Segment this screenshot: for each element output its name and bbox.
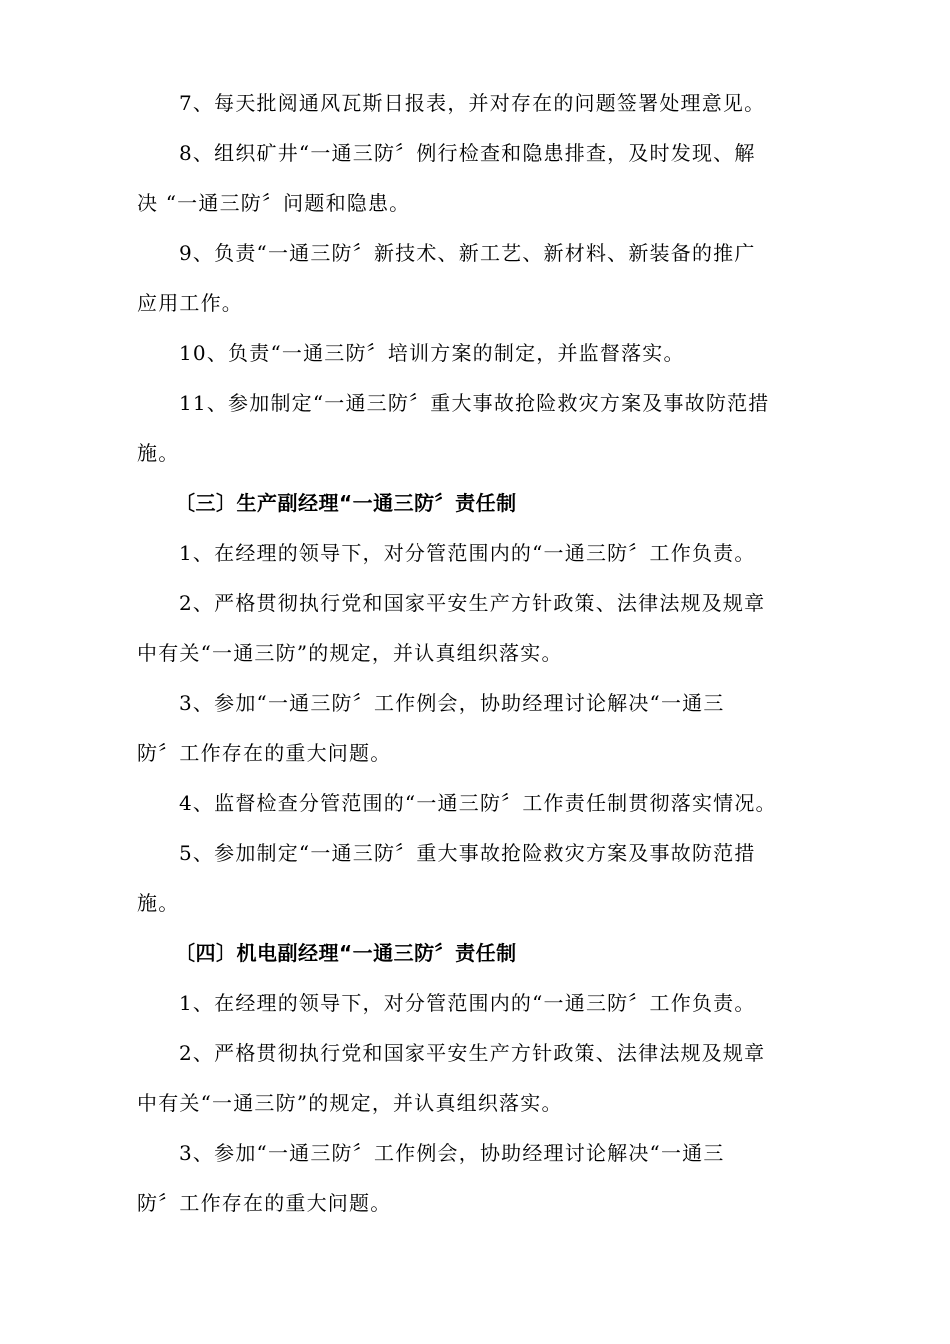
- paragraph-line: 3、参加“一通三防〞工作例会，协助经理讨论解决“一通三: [179, 1141, 725, 1165]
- document-body: [137, 78, 815, 1228]
- paragraph-line: 1、在经理的领导下，对分管范围内的“一通三防〞工作负责。: [179, 991, 756, 1015]
- paragraph-line: 5、参加制定“一通三防〞重大事故抢险救灾方案及事故防范措: [179, 841, 756, 865]
- paragraph-line: 3、参加“一通三防〞工作例会，协助经理讨论解决“一通三: [179, 691, 725, 715]
- paragraph-line: 防〞工作存在的重大问题。: [137, 741, 392, 765]
- paragraph-line: 施。: [137, 441, 180, 465]
- list-item: [137, 1128, 815, 1228]
- paragraph-line: 11、参加制定“一通三防〞重大事故抢险救灾方案及事故防范措: [179, 391, 770, 415]
- paragraph-line: 10、负责“一通三防〞培训方案的制定，并监督落实。: [179, 341, 685, 365]
- list-item-10: [137, 328, 815, 378]
- list-item-11: [137, 378, 815, 478]
- paragraph-line: 1、在经理的领导下，对分管范围内的“一通三防〞工作负责。: [179, 541, 756, 565]
- paragraph-line: 中有关“一通三防”的规定，并认真组织落实。: [137, 1091, 563, 1115]
- paragraph-line: 中有关“一通三防”的规定，并认真组织落实。: [137, 641, 563, 665]
- paragraph-line: 4、监督检查分管范围的“一通三防〞工作责任制贯彻落实情况。: [179, 791, 777, 815]
- paragraph-line: 2、严格贯彻执行党和国家平安生产方针政策、法律法规及规章: [179, 591, 766, 615]
- list-item-7: [137, 78, 815, 128]
- paragraph-line: 防〞工作存在的重大问题。: [137, 1191, 392, 1215]
- paragraph-line: 9、负责“一通三防〞新技术、新工艺、新材料、新装备的推广: [179, 241, 756, 265]
- section-heading-4: 〔四〕机电副经理“一通三防〞责任制: [175, 941, 517, 965]
- list-item: [137, 978, 815, 1028]
- paragraph-line: 8、组织矿井“一通三防〞例行检查和隐患排查，及时发现、解: [179, 141, 756, 165]
- paragraph-line: 7、每天批阅通风瓦斯日报表，并对存在的问题签署处理意见。: [179, 91, 766, 115]
- list-item: [137, 578, 815, 678]
- list-item: [137, 528, 815, 578]
- paragraph-line: 施。: [137, 891, 180, 915]
- list-item: [137, 1028, 815, 1128]
- list-item-9: [137, 228, 815, 328]
- list-item: [137, 828, 815, 928]
- paragraph-line: 应用工作。: [137, 291, 243, 315]
- list-item-8: [137, 128, 815, 228]
- list-item: [137, 678, 815, 778]
- paragraph-line: 决 “一通三防〞问题和隐患。: [137, 191, 411, 215]
- section-heading-3: 〔三〕生产副经理“一通三防〞责任制: [175, 491, 517, 515]
- paragraph-line: 2、严格贯彻执行党和国家平安生产方针政策、法律法规及规章: [179, 1041, 766, 1065]
- list-item: [137, 778, 815, 828]
